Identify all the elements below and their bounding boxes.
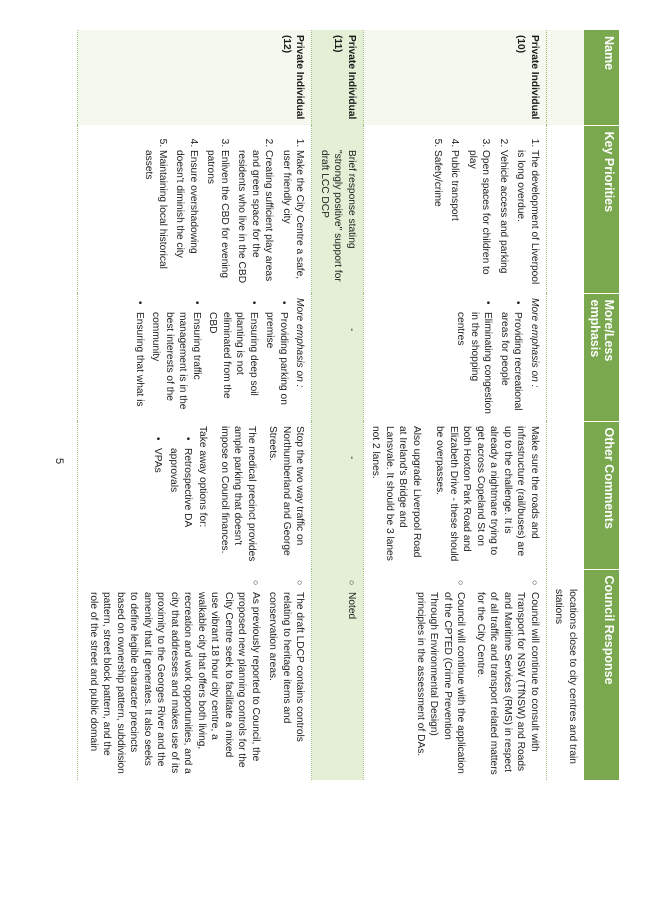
priority-item: 3. Enliven the CBD for evening patrons xyxy=(204,150,231,288)
continued-emphasis-cell xyxy=(547,293,585,421)
priority-item: 1. Make the City Centre a safe, user friendly city xyxy=(280,150,307,288)
row-name: Private Individual (10) xyxy=(364,30,547,125)
comment-bullet: • VPAs xyxy=(151,448,165,564)
emphasis-item: • Ensuring deep soil planting is not eliminated from the CBD xyxy=(206,312,260,416)
comment-text: - xyxy=(346,456,357,460)
emphasis-item: • Ensuring traffic management is in the best interests of the community xyxy=(149,312,203,416)
comments-cell xyxy=(364,421,547,569)
header-name: Name xyxy=(584,30,619,125)
priority-text: Brief response stating "strongly positive" support for draft LCC DCP xyxy=(319,150,357,282)
emphasis-intro: More emphasis on : xyxy=(529,298,540,388)
comment-text: The medical precinct provides ample parking that doesn't impose on Council finances. xyxy=(219,426,257,562)
priority-item: 3. Open spaces for children to play xyxy=(466,150,493,288)
comment-text: Take away options for: xyxy=(197,426,209,528)
header-row xyxy=(584,30,619,780)
emphasis-item: • Providing recreational areas for people xyxy=(498,312,525,416)
response-cell xyxy=(78,569,312,780)
response-item: ○ The draft LDCP contains controls relating to heritage items and conservation areas. xyxy=(266,592,307,775)
priority-item: 2. Creating sufficient play areas and green space for the residents who live in the CBD xyxy=(235,150,276,288)
priorities-cell xyxy=(78,125,312,293)
continued-priorities-cell xyxy=(547,125,585,293)
response-cell xyxy=(364,569,547,780)
response-item: ○ Council will continue with the application of the CPTED (Crime Prevention Through Environmental Design) principles in the assessment of DAs. xyxy=(414,592,468,775)
comments-cell xyxy=(78,421,312,569)
response-cell xyxy=(312,569,364,780)
priorities-cell xyxy=(312,125,364,293)
emphasis-cell xyxy=(312,293,364,421)
priority-item: 4. Ensure overshadowing doesn't diminish the city xyxy=(173,150,200,288)
response-item: ○ As previously reported to Council, the proposed new planning controls for the City Centre seek to facilitate a mixed use vibrant 18 hour city centre, a walkable city that offers both living, recreation and work opportunities, and a city that addresses and makes use of its proximity to the Georges River and the amenity that it generates. It also seeks to define legible character precincts based on ownership pattern, subdivision pattern, street block pattern, and the role of the street and public domain xyxy=(87,592,263,775)
priority-item: 5. Safety/crime xyxy=(431,150,445,288)
priority-item: 5. Maintaining local historical assets xyxy=(142,150,169,288)
continued-comments-cell xyxy=(547,421,585,569)
header-council-response: Council Response xyxy=(584,569,619,780)
emphasis-item: • Ensuring that what is xyxy=(133,312,147,416)
header-more-less-emphasis: More/Less emphasis xyxy=(584,293,619,421)
response-item: ○ Council will continue to consult with Transport for NSW (TfNSW) and Roads and Maritime Services (RMS) in respect of all traffic and transport related matters for the City Centre. xyxy=(474,592,542,775)
continued-row xyxy=(547,30,585,780)
emphasis-cell xyxy=(364,293,547,421)
table-row xyxy=(78,30,312,780)
comments-cell xyxy=(312,421,364,569)
emphasis-cell xyxy=(78,293,312,421)
page-number: 5 xyxy=(53,458,65,465)
header-other-comments: Other Comments xyxy=(584,421,619,569)
emphasis-item: • Eliminating congestion in the shopping centres xyxy=(454,312,495,416)
priority-item: 2. Vehicle access and parking xyxy=(497,150,511,288)
continued-response-cell: locations close to city centres and train stations xyxy=(547,569,585,780)
comment-text: Stop the two way traffic on Northumberland and George Streets. xyxy=(267,426,306,556)
priority-item: 1. The development of Liverpool is long overdue. xyxy=(514,150,541,288)
continued-name-cell xyxy=(547,30,585,125)
table-row xyxy=(364,30,547,780)
response-item: ○ Noted xyxy=(345,592,359,775)
emphasis-intro: More emphasis on : xyxy=(294,298,306,388)
comment-bullet: • Retrospective DA approvals xyxy=(167,448,194,564)
submissions-table xyxy=(78,30,620,781)
comment-text: Also upgrade Liverpool Road at Ireland's Bridge and Lansvale. It should be 3 lanes not 2 lanes. xyxy=(370,426,422,561)
priority-item: 4. Public transport xyxy=(448,150,462,288)
row-name: Private Individual (12) xyxy=(78,30,312,125)
emphasis-intro: - xyxy=(346,328,357,332)
row-name: Private Individual (11) xyxy=(312,30,364,125)
table-row xyxy=(312,30,364,780)
priorities-cell xyxy=(364,125,547,293)
comment-text: Make sure the roads and infrastructure (rail/buses) are up to the challenge. It is already a nightmare trying to get across Copeland St on both Hoxton Park Road and Elizabeth Drive - these should be overpasses. xyxy=(434,426,540,562)
header-key-priorities: Key Priorities xyxy=(584,125,619,293)
emphasis-item: • Providing parking on premise xyxy=(263,312,290,416)
